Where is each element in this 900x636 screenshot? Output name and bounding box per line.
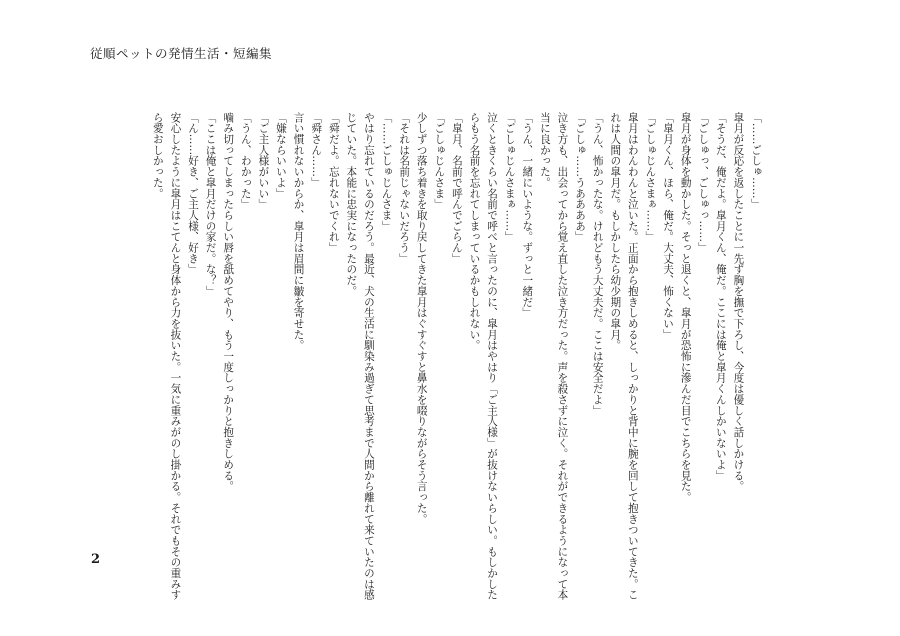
text-line: 安心したように皐月はこてんと身体から力を抜いた。一気に重みがのし掛かる。それでもその重みす <box>169 112 182 601</box>
text-line: 「うん、わかった」 <box>239 112 252 210</box>
text-line: 皐月が反応を返したことに一先ず胸を撫で下ろし、今度は優しく話しかける。 <box>732 112 745 492</box>
text-line: 「ごしゅ……うああああ」 <box>574 112 587 243</box>
text-line: 「皐月、名前で呼んでごらん」 <box>450 112 463 264</box>
text-line: ら愛おしかった。 <box>151 112 164 199</box>
text-line: 「それは名前じゃないだろう」 <box>398 112 411 264</box>
text-line: 当に良かった。 <box>538 112 551 188</box>
text-line: 「嫌ならいいよ」 <box>274 112 287 199</box>
text-line: 「うん、怖かったな。けれどもう大丈夫だ。ここは安全だよ」 <box>591 112 604 416</box>
text-line: 「ん……好き、ご主人様、好き」 <box>187 112 199 275</box>
text-line: じていた。本能に忠実になったのだ。 <box>345 112 358 297</box>
text-line: 泣くときくらい名前で呼べと言ったのに、皐月はやはり「ご主人様」が抜けないらしい。もしかした <box>486 112 499 601</box>
text-line: 「皐月くん、ほら、俺だ。大丈夫、怖くない」 <box>662 112 675 340</box>
vertical-body-text <box>120 112 764 601</box>
text-line: れは人間の皐月だ。もしかしたら幼少期の皐月。 <box>609 112 622 351</box>
text-line: らもう名前を忘れてしまっているかもしれない。 <box>468 112 481 351</box>
text-line: 「舜さん……」 <box>310 112 323 188</box>
text-line: 「ごしゅじんさまぁ……」 <box>503 112 516 243</box>
text-line: 「……ごしゅ……」 <box>750 112 762 210</box>
text-line: 皐月が身体を動かした。そっと退くと、皐月が恐怖に滲んだ目でこちらを見た。 <box>679 112 692 503</box>
text-line: 「ごしゅじんさま」 <box>433 112 446 210</box>
text-line: 噛み切ってしまったらしい唇を舐めてやり、もう一度しっかりと抱きしめる。 <box>222 112 235 492</box>
text-line: 少しずつ落ち着きを取り戻してきた皐月はぐすぐすと鼻水を啜りながらそう言った。 <box>415 112 428 525</box>
text-line: 「ここは俺と皐月だけの家だ。な？」 <box>204 112 217 297</box>
page-number: 2 <box>91 552 101 567</box>
running-header: 従順ペットの発情生活・短編集 <box>90 46 273 61</box>
text-line: やはり忘れているのだろう。最近、犬の生活に馴染み過ぎて思考まで人間から離れて来ていたのは感 <box>362 112 375 601</box>
text-line: 「……ごしゅじんさま」 <box>380 112 393 232</box>
text-line: 「ご主人様がいい」 <box>257 112 270 210</box>
text-line: 「そうだ、俺だよ。皐月くん、俺だ。ここには俺と皐月くんしかいないよ」 <box>714 112 727 481</box>
text-line: 泣き方も、出会ってから覚え直した泣き方だった。声を殺さずに泣く。それができるようになって本 <box>556 112 569 601</box>
text-line: 「うん、一緒にいような。ずっと一緒だ」 <box>521 112 534 319</box>
text-line: 「ごしゅじんさまぁ……」 <box>644 112 657 243</box>
text-line: 言い慣れないからか、皐月は眉間に皺を寄せた。 <box>292 112 305 351</box>
text-line: 「ごしゅっ、ごしゅっ……」 <box>697 112 710 254</box>
text-line: 「舜だよ。忘れないでくれ」 <box>327 112 340 254</box>
text-line: 皐月はわんわんと泣いた。正面から抱きしめると、しっかりと背中に腕を回して抱きついてきた。こ <box>626 112 639 601</box>
